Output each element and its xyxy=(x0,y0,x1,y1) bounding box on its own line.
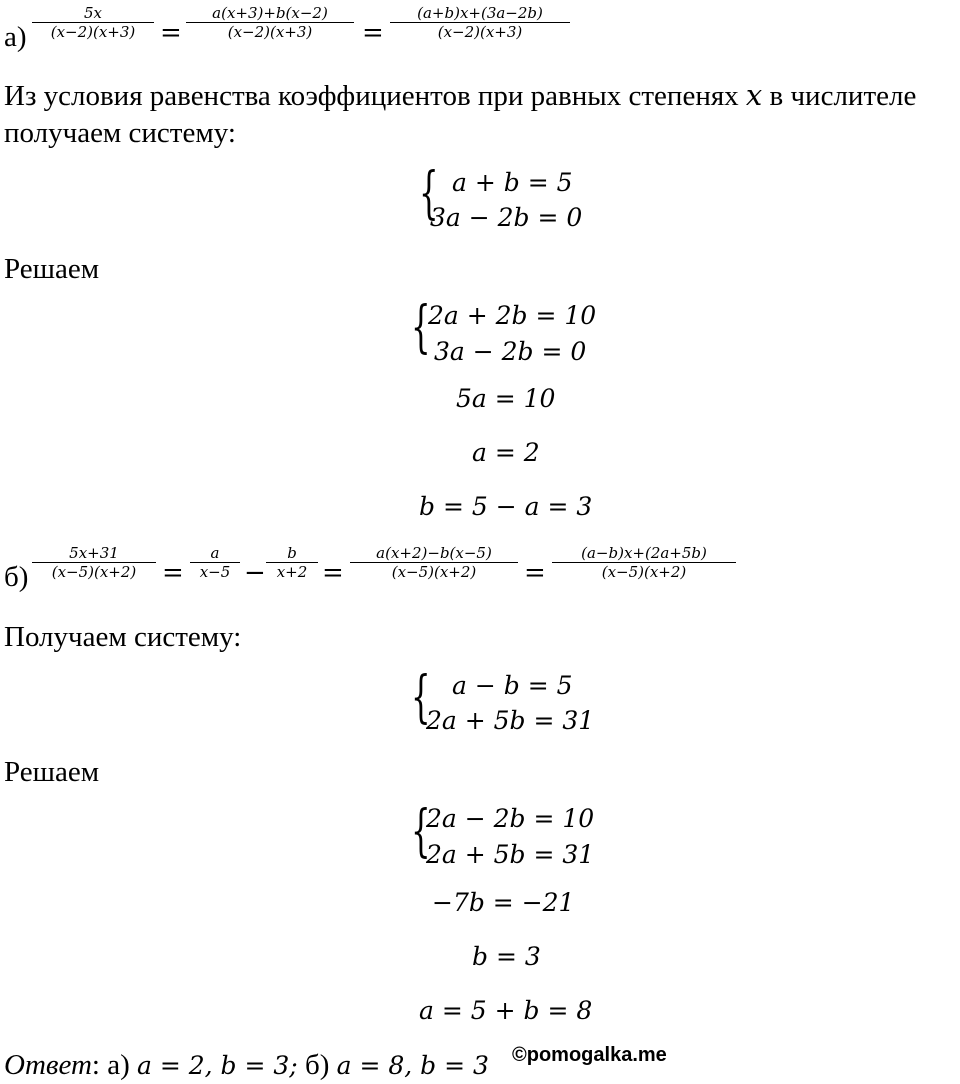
solve-label: Решаем xyxy=(4,253,100,285)
part-a-fraction-1 xyxy=(32,4,154,41)
system-equation: a + b = 5 xyxy=(452,168,573,197)
part-a-fraction-3 xyxy=(390,4,570,41)
part-b-fraction-1 xyxy=(32,544,156,581)
variable-x: x xyxy=(745,78,763,112)
fraction-denominator: (x−5)(x+2) xyxy=(51,563,137,582)
solve-label: Решаем xyxy=(4,756,100,788)
fraction-numerator: (a−b)x+(2a+5b) xyxy=(581,544,707,562)
fraction-numerator: (a+b)x+(3a−2b) xyxy=(417,4,543,22)
fraction-numerator: a(x+2)−b(x−5) xyxy=(376,544,492,562)
answer-a-label: а) xyxy=(107,1049,130,1081)
part-b-fraction-3 xyxy=(266,544,318,581)
solution-step: a = 2 xyxy=(472,438,540,467)
fraction-denominator: x−5 xyxy=(199,563,231,582)
solution-step: −7b = −21 xyxy=(432,888,575,917)
part-b-fraction-2 xyxy=(190,544,240,581)
equals-sign: = xyxy=(362,18,384,48)
system-equation: 2a − 2b = 10 xyxy=(426,804,595,833)
part-b-label: б) xyxy=(4,561,29,593)
answer-label: Ответ xyxy=(4,1049,92,1081)
answer-line xyxy=(4,1048,489,1083)
system-equation: 2a + 5b = 31 xyxy=(426,706,595,735)
paragraph-line-2: получаем систему: xyxy=(4,117,236,149)
fraction-denominator: (x−2)(x+3) xyxy=(50,23,136,42)
paragraph-text: Из условия равенства коэффициентов при равных степенях xyxy=(4,80,739,112)
answer-b-value: a = 8, b = 3 xyxy=(336,1051,489,1080)
fraction-numerator: a(x+3)+b(x−2) xyxy=(212,4,328,22)
system-equation: 3a − 2b = 0 xyxy=(430,203,583,232)
solution-step: 5a = 10 xyxy=(456,384,556,413)
fraction-numerator: 5x+31 xyxy=(69,544,119,562)
equals-sign: = xyxy=(162,558,184,588)
system-equation: 2a + 5b = 31 xyxy=(426,840,595,869)
answer-b-label: б) xyxy=(304,1049,330,1081)
part-b-fraction-4 xyxy=(350,544,518,581)
system-brace: { xyxy=(411,295,431,360)
paragraph-line-1 xyxy=(4,78,916,113)
fraction-numerator: 5x xyxy=(83,4,102,22)
answer-a-value: a = 2, b = 3; xyxy=(137,1051,298,1080)
system-label: Получаем систему: xyxy=(4,621,242,653)
equals-sign: = xyxy=(524,558,546,588)
answer-colon: : xyxy=(91,1049,100,1081)
fraction-numerator: a xyxy=(210,544,220,562)
system-brace: { xyxy=(419,161,439,226)
system-brace: { xyxy=(411,665,431,730)
fraction-denominator: (x−5)(x+2) xyxy=(601,563,687,582)
minus-sign: − xyxy=(244,558,266,588)
part-a-label: а) xyxy=(4,21,27,53)
paragraph-text-end: в числителе xyxy=(769,80,917,112)
system-equation: 3a − 2b = 0 xyxy=(434,337,587,366)
part-a-fraction-2 xyxy=(186,4,354,41)
solution-step: b = 5 − a = 3 xyxy=(419,492,593,521)
fraction-denominator: (x−5)(x+2) xyxy=(391,563,477,582)
part-b-fraction-5 xyxy=(552,544,736,581)
fraction-denominator: (x−2)(x+3) xyxy=(227,23,313,42)
fraction-denominator: x+2 xyxy=(276,563,308,582)
equals-sign: = xyxy=(160,18,182,48)
solution-step: a = 5 + b = 8 xyxy=(419,996,593,1025)
solution-step: b = 3 xyxy=(472,942,541,971)
system-brace: { xyxy=(411,799,431,864)
fraction-numerator: b xyxy=(287,544,297,562)
system-equation: 2a + 2b = 10 xyxy=(428,301,597,330)
equals-sign: = xyxy=(322,558,344,588)
fraction-denominator: (x−2)(x+3) xyxy=(437,23,523,42)
system-equation: a − b = 5 xyxy=(452,671,573,700)
watermark: ©pomogalka.me xyxy=(512,1044,667,1066)
